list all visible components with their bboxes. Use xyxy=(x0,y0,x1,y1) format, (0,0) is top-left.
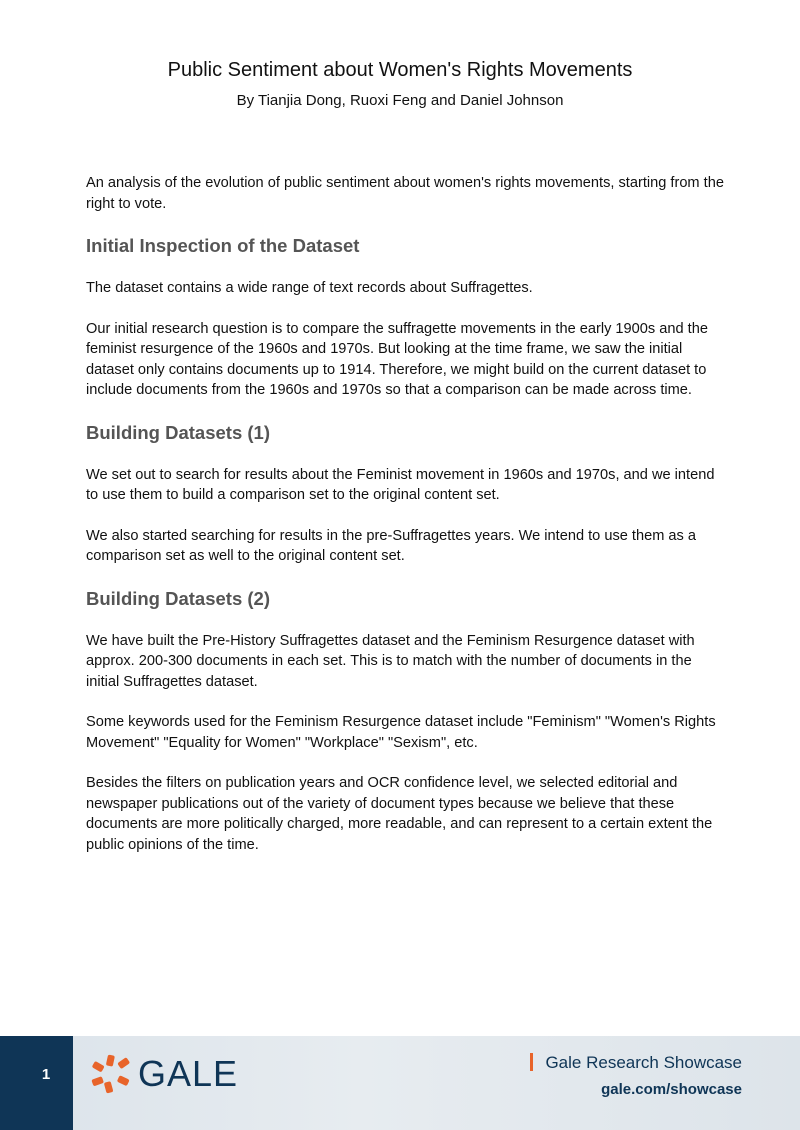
document-body xyxy=(86,173,726,875)
author-byline: By Tianjia Dong, Ruoxi Feng and Daniel Johnson xyxy=(236,92,564,109)
section1-paragraph-1: The dataset contains a wide range of text records about Suffragettes. xyxy=(86,280,533,296)
page-number-box xyxy=(0,1036,73,1130)
page-number: 1 xyxy=(41,1066,51,1083)
section2-paragraph-1: We set out to search for results about the Feminist movement in 1960s and 1970s, and we intend to use them to build a comparison set to the original content set. xyxy=(86,466,715,503)
section-heading-building-datasets-2: Building Datasets (2) xyxy=(86,587,270,609)
showcase-block xyxy=(530,1052,742,1100)
section1-paragraph-2: Our initial research question is to compare the suffragette movements in the early 1900s and the feminist resurgence of the 1960s and 1970s. But looking at the time frame, we saw the initial dataset only contains documents up to 1914. Therefore, we might build on the current dataset to include documents from the 1960s and 1970s so that a comparison can be made across time. xyxy=(86,320,708,398)
gale-logo xyxy=(90,1054,238,1094)
section3-paragraph-2: Some keywords used for the Feminism Resurgence dataset include "Feminism" "Women's Rights Movement" "Equality for Women" "Workplace" "Sexism", etc. xyxy=(86,714,716,751)
section3-paragraph-1: We have built the Pre-History Suffragettes dataset and the Feminism Resurgence dataset with approx. 200-300 documents in each set. This is to match with the number of documents in the initial Suffragettes dataset. xyxy=(86,632,695,690)
section3-paragraph-3: Besides the filters on publication years and OCR confidence level, we selected editorial and newspaper publications out of the variety of document types because we believe that these documents are more politically charged, more readable, and can represent to a certain extent the public opinions of the time. xyxy=(86,775,713,853)
gale-logo-mark-icon xyxy=(90,1054,132,1094)
intro-paragraph: An analysis of the evolution of public sentiment about women's rights movements, starting from the right to vote. xyxy=(86,175,724,212)
section-heading-initial-inspection: Initial Inspection of the Dataset xyxy=(86,235,360,256)
showcase-title: Gale Research Showcase xyxy=(545,1053,742,1072)
showcase-link[interactable]: gale.com/showcase xyxy=(601,1081,742,1098)
section2-paragraph-2: We also started searching for results in the pre-Suffragettes years. We intend to use them as a comparison set as well to the original content set. xyxy=(86,527,697,564)
accent-bar xyxy=(530,1053,533,1071)
section-heading-building-datasets-1: Building Datasets (1) xyxy=(86,421,270,443)
document-title: Public Sentiment about Women's Rights Movements xyxy=(167,59,633,81)
page-footer xyxy=(0,1036,800,1130)
gale-logo-text: GALE xyxy=(138,1053,239,1094)
